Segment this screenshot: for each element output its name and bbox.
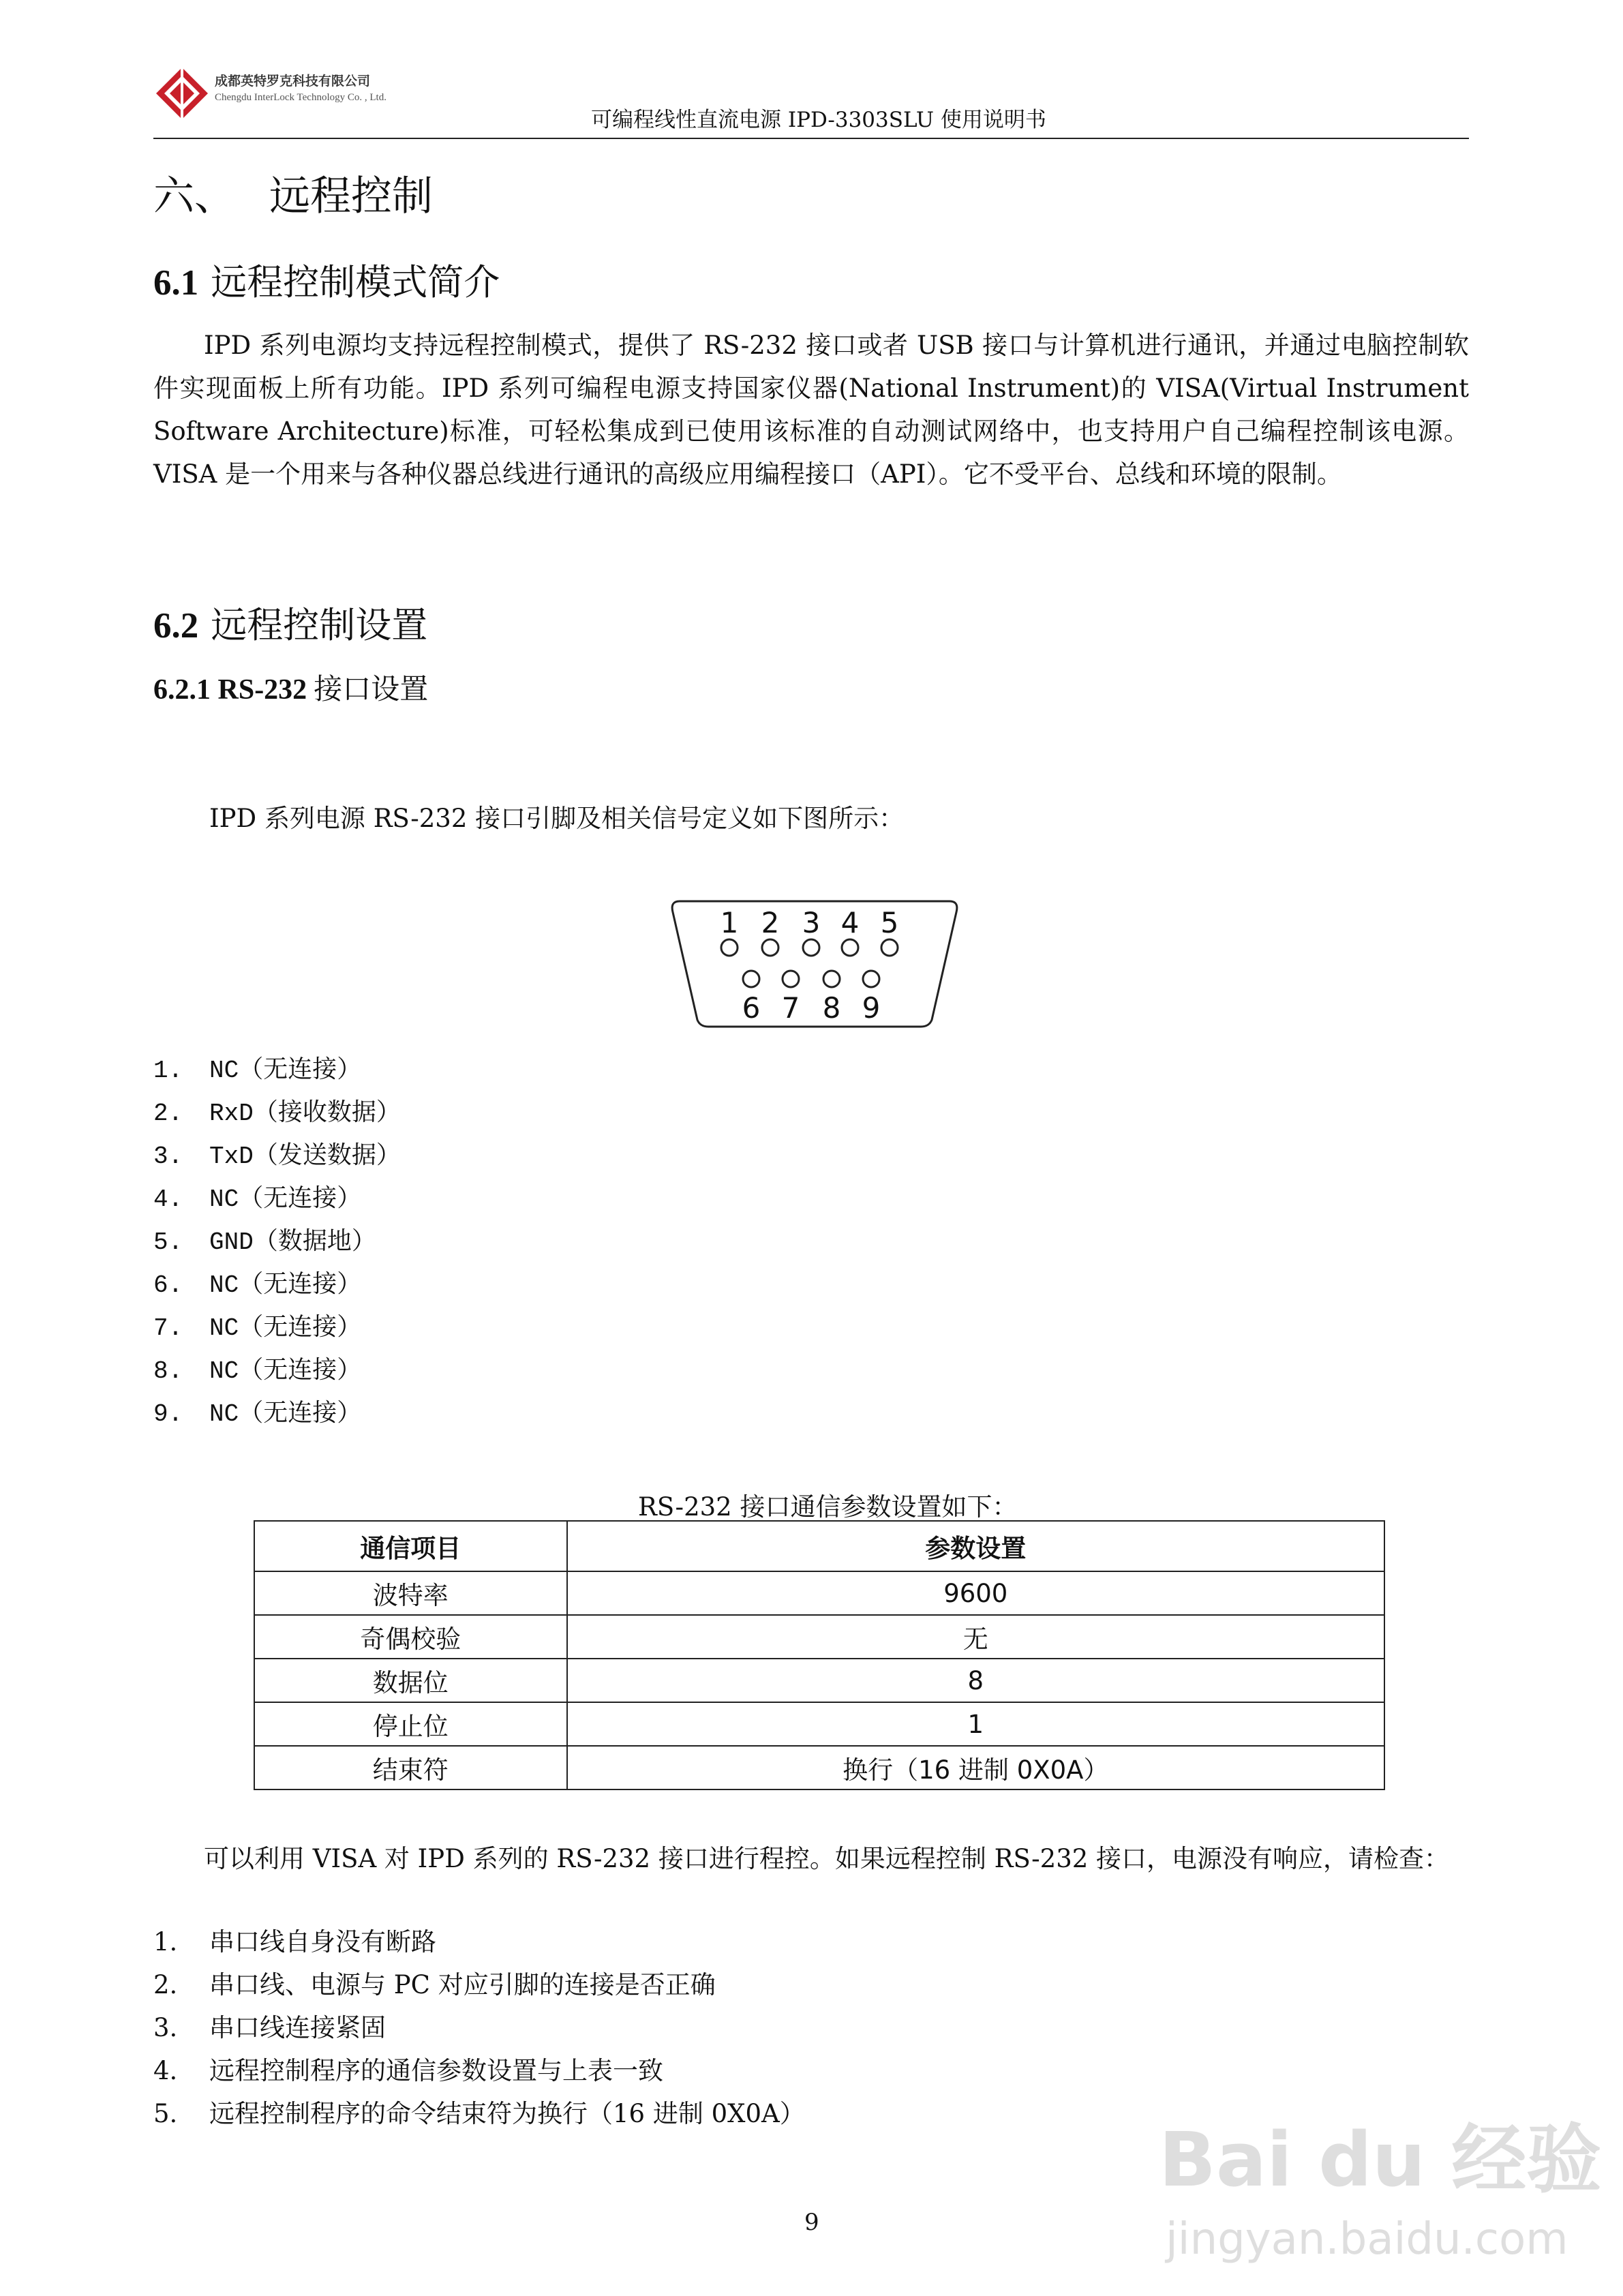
troubleshoot-list xyxy=(153,1921,805,2136)
pin-hole-2 xyxy=(762,939,778,956)
pin-hole-9 xyxy=(863,971,879,987)
section-title: 远程控制设置 xyxy=(211,605,428,646)
pin-hole-1 xyxy=(721,939,738,956)
pin-hole-4 xyxy=(842,939,858,956)
list-item: 4. 远程控制程序的通信参数设置与上表一致 xyxy=(153,2056,663,2085)
subsection-title: 接口设置 xyxy=(314,672,429,706)
list-item: 2. 串口线、电源与 PC 对应引脚的连接是否正确 xyxy=(153,1970,716,1999)
table-cell: 奇偶校验 xyxy=(254,1615,567,1659)
chapter-title: 远程控制 xyxy=(269,172,433,220)
section-6-2-1-heading xyxy=(153,667,428,708)
table-caption: RS-232 接口通信参数设置如下： xyxy=(638,1492,1018,1522)
pin-hole-3 xyxy=(803,939,819,956)
table-row xyxy=(254,1659,1384,1702)
pin-label-9: 9 xyxy=(862,991,881,1025)
pin-hole-7 xyxy=(783,971,799,987)
table-cell: 数据位 xyxy=(254,1659,567,1702)
list-item: 8. NC（无连接） xyxy=(153,1356,362,1385)
company-name-en: Chengdu InterLock Technology Co. , Ltd. xyxy=(215,92,386,103)
table-cell: 停止位 xyxy=(254,1702,567,1746)
watermark-brand: Bai du 经验 xyxy=(1159,2116,1602,2203)
table-header-row xyxy=(254,1521,1384,1571)
chapter-heading xyxy=(153,164,433,222)
list-item: 5. GND（数据地） xyxy=(153,1227,376,1256)
watermark-url: jingyan.baidu.com xyxy=(1166,2214,1568,2265)
table-row xyxy=(254,1571,1384,1615)
list-item: 9. NC（无连接） xyxy=(153,1399,362,1428)
chapter-number: 六、 xyxy=(153,172,235,220)
table-row xyxy=(254,1746,1384,1789)
list-item: 3. TxD（发送数据） xyxy=(153,1141,401,1170)
section-number: 6.2 xyxy=(153,606,199,646)
table-cell: 8 xyxy=(567,1659,1384,1702)
connector-intro-text: IPD 系列电源 RS-232 接口引脚及相关信号定义如下图所示： xyxy=(209,804,905,833)
list-item: 3. 串口线连接紧固 xyxy=(153,2013,386,2042)
pin-hole-6 xyxy=(743,971,759,987)
pin-hole-5 xyxy=(881,939,898,956)
pin-label-6: 6 xyxy=(742,991,761,1025)
pin-label-2: 2 xyxy=(761,906,780,939)
table-cell: 换行（16 进制 0X0A） xyxy=(567,1746,1384,1789)
pin-label-7: 7 xyxy=(781,991,800,1025)
table-cell: 1 xyxy=(567,1702,1384,1746)
section-number: 6.1 xyxy=(153,263,199,303)
db9-connector-diagram xyxy=(665,893,965,1033)
pin-label-8: 8 xyxy=(822,991,841,1025)
table-row xyxy=(254,1615,1384,1659)
header-divider xyxy=(153,138,1469,139)
section-title: 远程控制模式简介 xyxy=(211,262,500,303)
list-item: 1. NC（无连接） xyxy=(153,1055,362,1085)
list-item: 2. RxD（接收数据） xyxy=(153,1098,401,1128)
pin-label-3: 3 xyxy=(802,906,821,939)
table-header-cell: 参数设置 xyxy=(567,1521,1384,1571)
pin-label-4: 4 xyxy=(840,906,860,939)
list-item: 4. NC（无连接） xyxy=(153,1184,362,1213)
subsection-number: 6.2.1 RS-232 xyxy=(153,674,307,706)
pin-label-1: 1 xyxy=(720,906,739,939)
document-title: 可编程线性直流电源 IPD-3303SLU 使用说明书 xyxy=(591,108,1046,132)
section-6-2-heading xyxy=(153,596,427,648)
list-item: 1. 串口线自身没有断路 xyxy=(153,1927,436,1957)
troubleshoot-intro: 可以利用 VISA 对 IPD 系列的 RS-232 接口进行程控。如果远程控制 RS-232 接口，电源没有响应，请检查： xyxy=(204,1844,1450,1873)
company-name-cn: 成都英特罗克科技有限公司 xyxy=(215,74,371,89)
baidu-watermark xyxy=(1159,2100,1601,2265)
list-item: 5. 远程控制程序的命令结束符为换行（16 进制 0X0A） xyxy=(153,2099,805,2128)
pin-hole-8 xyxy=(823,971,840,987)
pin-definition-list xyxy=(153,1050,401,1436)
table-cell: 9600 xyxy=(567,1571,1384,1615)
company-logo-icon xyxy=(153,65,211,123)
table-cell: 结束符 xyxy=(254,1746,567,1789)
section-6-1-paragraph: IPD 系列电源均支持远程控制模式，提供了 RS-232 接口或者 USB 接口与计算机进行通讯，并通过电脑控制软件实现面板上所有功能。IPD 系列可编程电源支持国家仪器(National Instrument)的 VISA(Virtual Instrument Software Architecture)标准，可轻松集成到已使用该标准的自动测试网络中，也支持用户自己编程控制该电源。VISA 是一个用来与各种仪器总线进行通讯的高级应用编程接口（API）。它不受平台、总线和环境的限制。 xyxy=(153,331,1469,489)
page-number: 9 xyxy=(804,2209,819,2236)
list-item: 7. NC（无连接） xyxy=(153,1313,362,1342)
list-item: 6. NC（无连接） xyxy=(153,1270,362,1299)
table-cell: 波特率 xyxy=(254,1571,567,1615)
pin-label-5: 5 xyxy=(880,906,899,939)
table-cell: 无 xyxy=(567,1615,1384,1659)
rs232-parameter-table xyxy=(254,1520,1385,1790)
table-header-cell: 通信项目 xyxy=(254,1521,567,1571)
table-row xyxy=(254,1702,1384,1746)
section-6-1-heading xyxy=(153,254,500,305)
